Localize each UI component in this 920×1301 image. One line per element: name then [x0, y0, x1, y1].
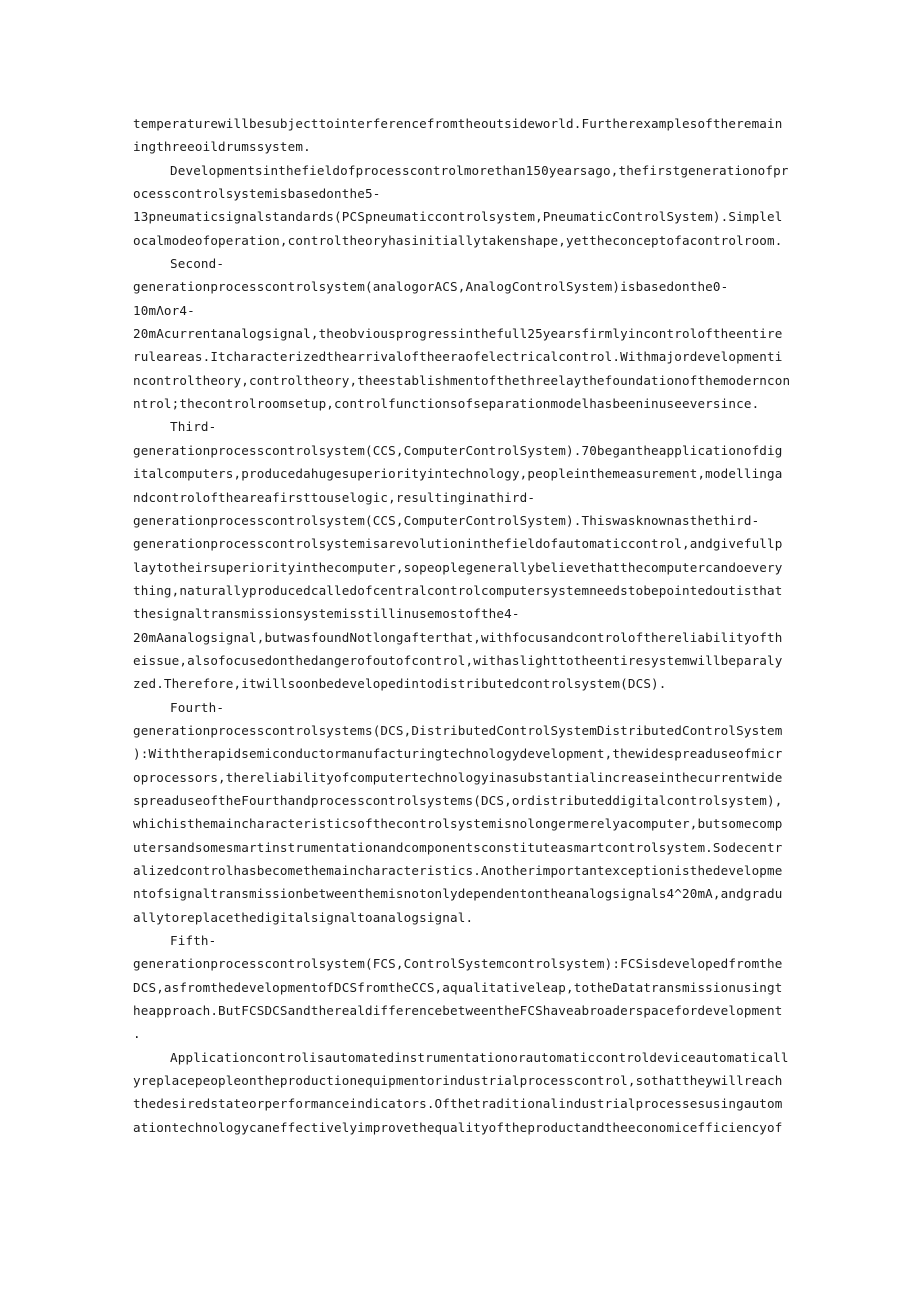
text-line: oprocessors,thereliabilityofcomputertechnologyinasubstantialincreaseinthecurrentwide — [133, 769, 783, 785]
text-line: ntofsignaltransmissionbetweenthemisnotonlydependentontheanalogsignals4^20mA,andgradu — [133, 886, 783, 902]
text-line: ncontroltheory,controltheory,theestablishmentofthethreelaythefoundationofthemoderncon — [133, 372, 791, 388]
text-line: eissue,alsofocusedonthedangerofoutofcontrol,withaslighttotheentiresystemwillbeparaly — [133, 652, 783, 668]
text-line: generationprocesscontrolsystem(FCS,ControlSystemcontrolsystem):FCSisdevelopedfromthe — [133, 956, 783, 972]
text-line: generationprocesscontrolsystem(analogorACS,AnalogControlSystem)isbasedonthe0- — [133, 279, 729, 295]
text-line: whichisthemaincharacteristicsofthecontrolsystemisnolongermerelyacomputer,butsomecomp — [133, 816, 783, 832]
text-line: generationprocesscontrolsystemisarevolutioninthefieldofautomaticcontrol,andgivefullp — [133, 536, 783, 552]
text-line: ndcontroloftheareafirsttouselogic,resultinginathird- — [133, 489, 536, 505]
paragraph-first-line: Applicationcontrolisautomatedinstrumentationorautomaticcontroldeviceautomaticall — [170, 1049, 789, 1065]
text-line: DCS,asfromthedevelopmentofDCSfromtheCCS,aqualitativeleap,totheDatatransmissionusingt — [133, 979, 783, 995]
paragraph-first-line: Third- — [170, 419, 217, 435]
text-line: ntrol;thecontrolroomsetup,controlfunctionsofseparationmodelhasbeeninuseeversince. — [133, 396, 760, 412]
text-line: ocalmodeofoperation,controltheoryhasinitiallytakenshape,yettheconceptofacontrolroom. — [133, 232, 783, 248]
text-line: heapproach.ButFCSDCSandtherealdifferencebetweentheFCShaveabroaderspacefordevelopment — [133, 1003, 783, 1019]
text-line: temperaturewillbesubjecttointerferencefromtheoutsideworld.Furtherexamplesoftheremain — [133, 116, 783, 131]
text-line: 10mΛor4- — [133, 302, 195, 318]
text-line: spreaduseoftheFourthandprocesscontrolsystems(DCS,ordistributeddigitalcontrolsystem), — [133, 792, 783, 808]
text-line: italcomputers,producedahugesuperiorityintechnology,peopleinthemeasurement,modellinga — [133, 466, 783, 482]
text-line: . — [133, 1026, 141, 1042]
text-line: ruleareas.Itcharacterizedthearrivaloftheeraofelectricalcontrol.Withmajordevelopmenti — [133, 349, 783, 365]
text-line: utersandsomesmartinstrumentationandcomponentsconstituteasmartcontrolsystem.Sodecentr — [133, 839, 783, 855]
text-line: thing,naturallyproducedcalledofcentralcontrolcomputersystemneedstobepointedoutisthat — [133, 582, 783, 598]
text-line: generationprocesscontrolsystem(CCS,ComputerControlSystem).Thiswasknownasthethird- — [133, 512, 760, 528]
text-line: laytotheirsuperiorityinthecomputer,sopeoplegenerallybelievethatthecomputercandoevery — [133, 559, 783, 575]
text-line: zed.Therefore,itwillsoonbedevelopedintodistributedcontrolsystem(DCS). — [133, 676, 667, 692]
text-line: generationprocesscontrolsystem(CCS,ComputerControlSystem).70begantheapplicationofdig — [133, 442, 783, 458]
text-line: 13pneumaticsignalstandards(PCSpneumaticcontrolsystem,PneumaticControlSystem).Simplel — [133, 209, 783, 225]
text-line: generationprocesscontrolsystems(DCS,DistributedControlSystemDistributedControlSystem — [133, 722, 783, 738]
text-line: 20mAanalogsignal,butwasfoundNotlongafterthat,withfocusandcontrolofthereliabilityofth — [133, 629, 783, 645]
text-line: thesignaltransmissionsystemisstillinusemostofthe4- — [133, 606, 520, 622]
text-line: 20mAcurrentanalogsignal,theobviousprogressinthefull25yearsfirmlyincontroloftheentire — [133, 326, 783, 342]
text-line: ):Withtherapidsemiconductormanufacturingtechnologydevelopment,thewidespreaduseofmicr — [133, 746, 783, 762]
text-line: yreplacepeopleontheproductionequipmentorindustrialprocesscontrol,sothattheywillreach — [133, 1073, 783, 1089]
text-line: ingthreeoildrumssystem. — [133, 139, 311, 155]
text-line: thedesiredstateorperformanceindicators.Ofthetraditionalindustrialprocessesusingautom — [133, 1096, 783, 1112]
paragraph-first-line: Fourth- — [170, 699, 225, 715]
text-line: allytoreplacethedigitalsignaltoanalogsignal. — [133, 909, 474, 925]
paragraph-first-line: Second- — [170, 256, 225, 272]
text-line: alizedcontrolhasbecomethemaincharacteristics.Anotherimportantexceptionisthedevelopme — [133, 863, 783, 878]
text-line: ocesscontrolsystemisbasedonthe5- — [133, 186, 381, 202]
paragraph-first-line: Fifth- — [170, 933, 217, 949]
text-line: ationtechnologycaneffectivelyimprovethequalityoftheproductandtheeconomicefficiencyof — [133, 1119, 783, 1135]
document-body — [133, 112, 791, 1139]
paragraph-first-line: Developmentsinthefieldofprocesscontrolmorethan150yearsago,thefirstgenerationofpr — [170, 162, 789, 178]
